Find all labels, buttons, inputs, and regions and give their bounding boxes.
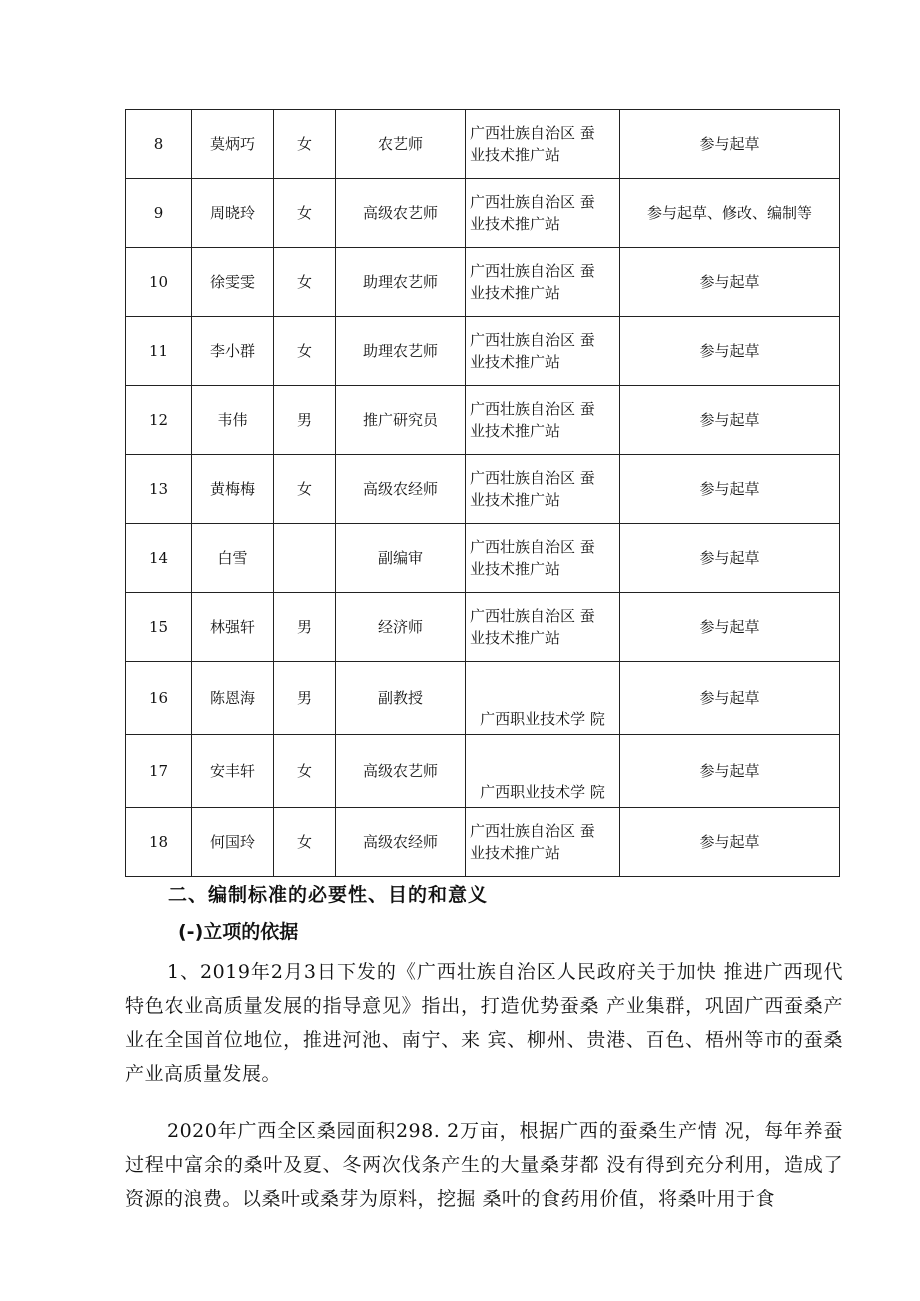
unit-line: 业技术推广站: [470, 629, 561, 647]
title-cell: 经济师: [336, 593, 466, 662]
table-row: [126, 735, 840, 808]
table-row: [126, 808, 840, 877]
unit-line: 广西职业技术学 院: [480, 783, 605, 801]
paragraph-2: 2020年广西全区桑园面积298. 2万亩，根据广西的蚕桑生产情 况，每年养蚕过程中富余的桑叶及夏、冬两次伐条产生的大量桑芽都 没有得到充分利用，造成了资源的浪费。以桑叶或桑芽为原料，挖掘 桑叶的食药用价值，将桑叶用于食: [125, 1120, 843, 1210]
unit-line: 广西壮族自治区 蚕: [470, 538, 595, 556]
unit-line: 业技术推广站: [470, 146, 561, 164]
unit-cell: [466, 179, 620, 248]
gender-cell: 男: [274, 386, 336, 455]
name-cell: 林强轩: [192, 593, 274, 662]
unit-line: 广西壮族自治区 蚕: [470, 193, 595, 211]
row-number-cell: 12: [126, 386, 192, 455]
gender-cell: 女: [274, 317, 336, 386]
table-row: [126, 110, 840, 179]
role-cell: 参与起草: [620, 317, 840, 386]
row-number-cell: 15: [126, 593, 192, 662]
role-cell: 参与起草: [620, 455, 840, 524]
row-number-cell: 16: [126, 662, 192, 735]
role-cell: 参与起草: [620, 524, 840, 593]
unit-cell: [466, 110, 620, 179]
name-cell: 黄梅梅: [192, 455, 274, 524]
unit-cell: [466, 248, 620, 317]
title-cell: 助理农艺师: [336, 317, 466, 386]
role-cell: 参与起草: [620, 662, 840, 735]
gender-cell: 男: [274, 662, 336, 735]
unit-line: 业技术推广站: [470, 560, 561, 578]
name-cell: 陈恩海: [192, 662, 274, 735]
title-cell: 高级农经师: [336, 455, 466, 524]
unit-line: 业技术推广站: [470, 284, 561, 302]
row-number-cell: 14: [126, 524, 192, 593]
role-cell: 参与起草: [620, 808, 840, 877]
unit-line: 广西职业技术学 院: [480, 710, 605, 728]
table-row: [126, 455, 840, 524]
title-cell: 推广研究员: [336, 386, 466, 455]
table-row: [126, 317, 840, 386]
unit-cell: [466, 662, 620, 735]
gender-cell: 女: [274, 455, 336, 524]
paragraph-1: 1、2019年2月3日下发的《广西壮族自治区人民政府关于加快 推进广西现代特色农业高质量发展的指导意见》指出，打造优势蚕桑 产业集群，巩固广西蚕桑产业在全国首位地位，推进河池、南宁、来 宾、柳州、贵港、百色、梧州等市的蚕桑产业高质量发展。: [125, 961, 843, 1085]
title-cell: 副教授: [336, 662, 466, 735]
gender-cell: 女: [274, 808, 336, 877]
role-cell: 参与起草: [620, 386, 840, 455]
role-cell: 参与起草: [620, 593, 840, 662]
row-number-cell: 8: [126, 110, 192, 179]
role-cell: 参与起草、修改、编制等: [620, 179, 840, 248]
title-cell: 农艺师: [336, 110, 466, 179]
unit-line: 广西壮族自治区 蚕: [470, 262, 595, 280]
title-cell: 高级农艺师: [336, 179, 466, 248]
title-cell: 助理农艺师: [336, 248, 466, 317]
table-row: [126, 593, 840, 662]
unit-cell: [466, 735, 620, 808]
name-cell: 周晓玲: [192, 179, 274, 248]
role-cell: 参与起草: [620, 735, 840, 808]
role-cell: 参与起草: [620, 248, 840, 317]
name-cell: 徐雯雯: [192, 248, 274, 317]
unit-line: 广西壮族自治区 蚕: [470, 400, 595, 418]
unit-line: 业技术推广站: [470, 353, 561, 371]
row-number-cell: 9: [126, 179, 192, 248]
unit-cell: [466, 317, 620, 386]
drafters-table-body: [126, 110, 840, 877]
unit-line: 广西壮族自治区 蚕: [470, 124, 595, 142]
subsection-heading: (-)立项的依据: [178, 921, 299, 943]
table-row: [126, 662, 840, 735]
gender-cell: 女: [274, 248, 336, 317]
unit-line: 广西壮族自治区 蚕: [470, 607, 595, 625]
unit-cell: [466, 808, 620, 877]
drafters-table: [125, 109, 840, 877]
name-cell: 安丰轩: [192, 735, 274, 808]
name-cell: 白雪: [192, 524, 274, 593]
row-number-cell: 10: [126, 248, 192, 317]
name-cell: 李小群: [192, 317, 274, 386]
table-row: [126, 248, 840, 317]
name-cell: 何国玲: [192, 808, 274, 877]
role-cell: 参与起草: [620, 110, 840, 179]
name-cell: 莫炳巧: [192, 110, 274, 179]
row-number-cell: 17: [126, 735, 192, 808]
table-row: [126, 386, 840, 455]
section-heading: 二、编制标准的必要性、目的和意义: [168, 884, 489, 906]
gender-cell: 男: [274, 593, 336, 662]
gender-cell: 女: [274, 110, 336, 179]
unit-line: 广西壮族自治区 蚕: [470, 469, 595, 487]
unit-cell: [466, 455, 620, 524]
unit-line: 业技术推广站: [470, 491, 561, 509]
unit-cell: [466, 524, 620, 593]
row-number-cell: 18: [126, 808, 192, 877]
gender-cell: 女: [274, 179, 336, 248]
unit-cell: [466, 593, 620, 662]
gender-cell: [274, 524, 336, 593]
name-cell: 韦伟: [192, 386, 274, 455]
row-number-cell: 11: [126, 317, 192, 386]
title-cell: 副编审: [336, 524, 466, 593]
title-cell: 高级农经师: [336, 808, 466, 877]
unit-line: 业技术推广站: [470, 422, 561, 440]
unit-line: 广西壮族自治区 蚕: [470, 822, 595, 840]
table-row: [126, 524, 840, 593]
title-cell: 高级农艺师: [336, 735, 466, 808]
unit-line: 业技术推广站: [470, 215, 561, 233]
unit-cell: [466, 386, 620, 455]
row-number-cell: 13: [126, 455, 192, 524]
table-row: [126, 179, 840, 248]
unit-line: 广西壮族自治区 蚕: [470, 331, 595, 349]
gender-cell: 女: [274, 735, 336, 808]
unit-line: 业技术推广站: [470, 844, 561, 862]
